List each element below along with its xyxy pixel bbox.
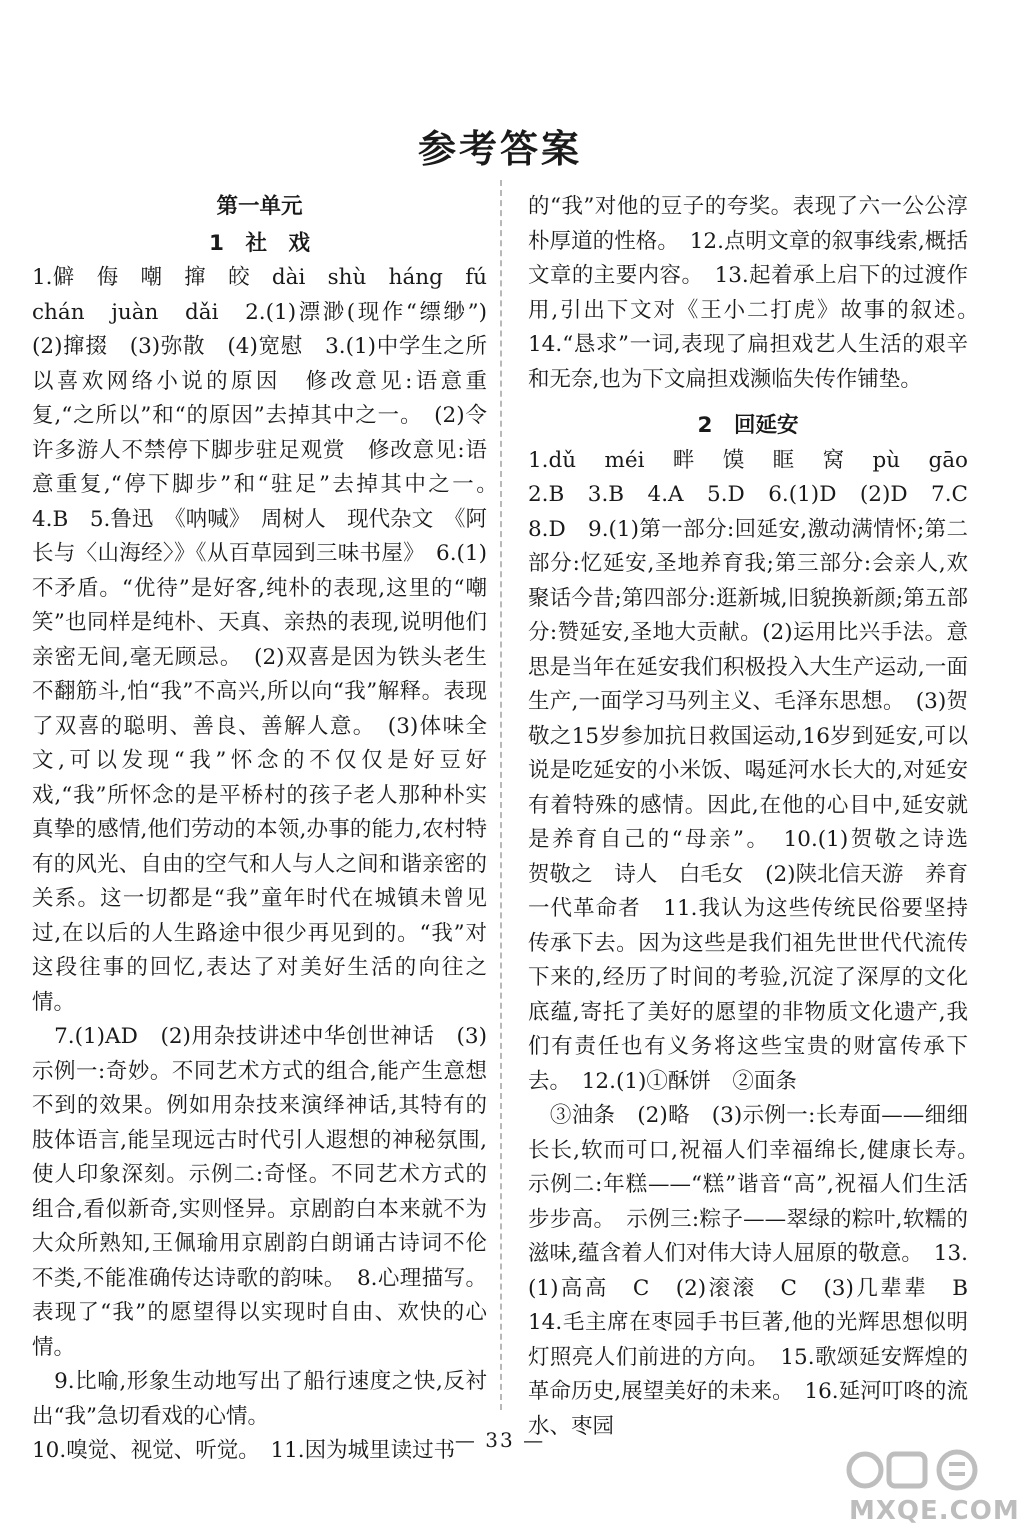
section-title-1: 1 社 戏 [209, 230, 310, 256]
column-divider [500, 180, 502, 1410]
unit-title: 第一单元 [216, 194, 303, 219]
watermark [845, 1440, 1020, 1528]
answer-paragraph: 10.嗅觉、视觉、听觉。 11.因为城里读过书 [32, 1438, 456, 1463]
right-column [528, 190, 990, 1444]
mxqe-logo-icon [845, 1440, 985, 1500]
page-number: — 33 — [454, 1428, 546, 1452]
answer-paragraph: 1.僻 侮 嘲 撺 皎 dài shù háng fú chán juàn dǎi 2.(1)漂渺(现作“缥缈”) (2)撺掇 (3)弥散 (4)宽慰 3.(1)中学生之所以喜欢网络小说的原因 修改意见:语意重复,“之所以”和“的原因”去掉其中之一。 (2)令许多游人不禁停下脚步驻足观赏 修改意见:语意重复,“停下脚步”和“驻足”去掉其中之一。 4.B 5.鲁迅 《呐喊》 周树人 现代杂文 《阿长与〈山海经〉》《从百草园到三味书屋》 6.(1)不矛盾。“优待”是好客,纯朴的表现,这里的“嘲笑”也同样是纯朴、天真、亲热的表现,说明他们亲密无间,毫无顾忌。 (2)双喜是因为铁头老生不翻筋斗,怕“我”不高兴,所以向“我”解释。表现了双喜的聪明、善良、善解人意。 (3)体味全文,可以发现“我”怀念的不仅仅是好豆好戏,“我”所怀念的是平桥村的孩子老人那种朴实真挚的感情,他们劳动的本领,办事的能力,农村特有的风光、自由的空气和人与人之间和谐亲密的关系。这一切都是“我”童年时代在城镇未曾见过,在以后的人生路途中很少再见到的。“我”对这段往事的回忆,表达了对美好生活的向往之情。 [32, 265, 509, 1015]
answer-paragraph: ③油条 (2)略 (3)示例一:长寿面——细细长长,软而可口,祝福人们幸福绵长,健康长寿。 示例二:年糕——“糕”谐音“高”,祝福人们生活步步高。 示例三:粽子——翠绿的粽叶,软糯的滋味,蕴含着人们对伟大诗人屈原的敬意。 13.(1)高高 C (2)滚滚 C (3)几辈辈 B 14.毛主席在枣园手书巨著,他的光辉思想似明灯照亮人们前进的方向。 15.歌颂延安辉煌的革命历史,展望美好的未来。 16.延河叮咚的流水、枣园 [528, 1103, 990, 1439]
page-title: 参考答案 [417, 127, 582, 171]
section-title-2: 2 回延安 [697, 413, 799, 438]
answer-paragraph: 的“我”对他的豆子的夸奖。表现了六一公公淳朴厚道的性格。 12.点明文章的叙事线索,概括文章的主要内容。 13.起着承上启下的过渡作用,引出下文对《王小二打虎》故事的叙述。 14.“恳求”一词,表现了扁担戏艺人生活的艰辛和无奈,也为下文扁担戏濒临失传作铺垫。 [528, 194, 990, 392]
answer-paragraph: 1.dǔ méi 畔 馍 眶 窝 pù gāo 2.B 3.B 4.A 5.D 6.(1)D (2)D 7.C 8.D 9.(1)第一部分:回延安,激动满情怀;第二部分:忆延安,圣地养育我;第三部分:会亲人,欢聚话今昔;第四部分:逛新城,旧貌换新颜;第五部分:赞延安,圣地大贡献。(2)运用比兴手法。意思是当年在延安我们积极投入大生产运动,一面生产,一面学习马列主义、毛泽东思想。 (3)贺敬之15岁参加抗日救国运动,16岁到延安,可以说是吃延安的小米饭、喝延河水长大的,对延安有着特殊的感情。因此,在他的心目中,延安就是养育自己的“母亲”。 10.(1)贺敬之诗选 贺敬之 诗人 白毛女 (2)陕北信天游 养育一代革命者 11.我认为这些传统民俗要坚持传承下去。因为这些是我们祖先世世代代流传下来的,经历了时间的考验,沉淀了深厚的文化底蕴,寄托了美好的愿望的非物质文化遗产,我们有责任也有义务将这些宝贵的财富传承下去。 12.(1)①酥饼 ②面条 [528, 447, 990, 1094]
answer-paragraph: 9.比喻,形象生动地写出了船行速度之快,反衬出“我”急切看戏的心情。 [32, 1369, 487, 1429]
watermark-text: MXQE.COM [849, 1496, 1020, 1526]
answer-paragraph: 7.(1)AD (2)用杂技讲述中华创世神话 (3)示例一:奇妙。不同艺术方式的组合,能产生意想不到的效果。例如用杂技来演绎神话,其特有的肢体语言,能呈现远古时代引人遐想的神秘氛围,使人印象深刻。示例二:奇怪。不同艺术方式的组合,看似新奇,实则怪异。京剧韵白本来就不为大众所熟知,王佩瑜用京剧韵白朗诵古诗词不伦不类,不能准确传达诗歌的韵味。 8.心理描写。表现了“我”的愿望得以实现时自由、欢快的心情。 [32, 1024, 487, 1360]
